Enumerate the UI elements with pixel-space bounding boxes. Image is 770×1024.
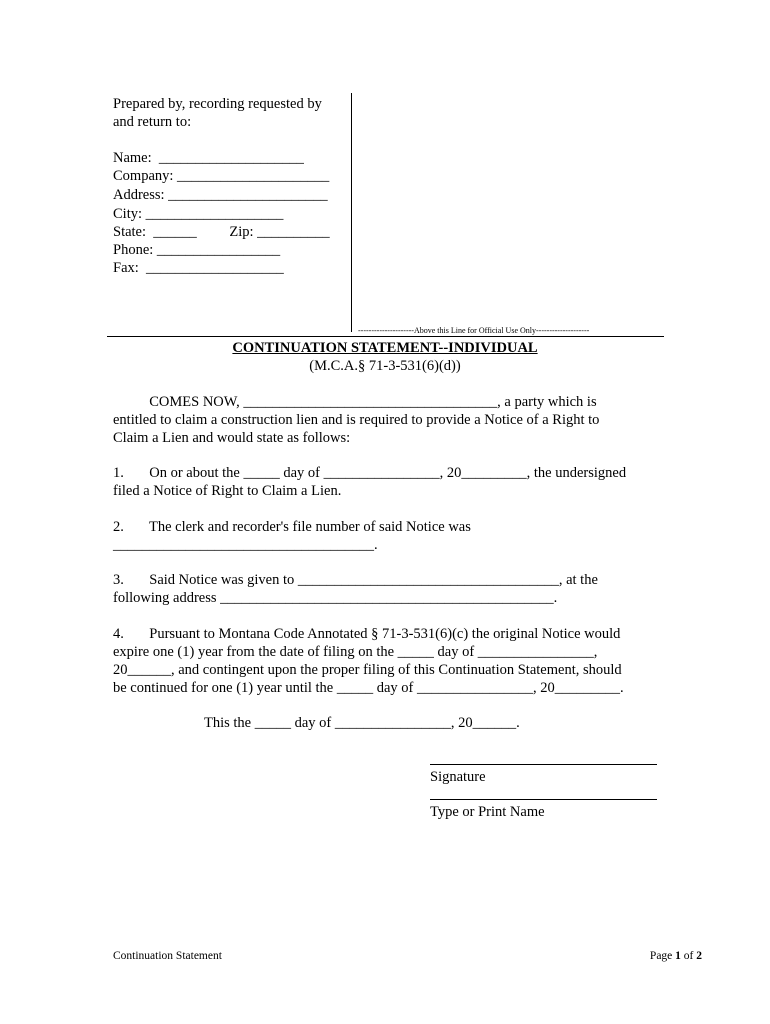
vertical-divider — [351, 93, 352, 332]
para3-line1: 3. Said Notice was given to ____________________________________, at the — [113, 572, 598, 588]
page-subtitle: (M.C.A.§ 71-3-531(6)(d)) — [309, 358, 461, 374]
para4-line3: 20______, and contingent upon the proper filing of this Continuation Statement, should — [113, 662, 622, 678]
prepared-by-line2: and return to: — [113, 114, 192, 130]
horizontal-divider — [107, 336, 664, 337]
para4-line4: be continued for one (1) year until the _____ day of ________________, 20_________. — [113, 680, 624, 696]
para3-line2: following address ______________________________________________. — [113, 590, 558, 606]
para2-line2: ____________________________________. — [113, 537, 378, 553]
page-of: of — [680, 950, 697, 962]
page-number — [650, 949, 702, 963]
state-zip-field[interactable]: State: ______ Zip: __________ — [113, 224, 330, 240]
intro-line1: COMES NOW, ___________________________________, a party which is — [113, 394, 597, 410]
para1-line2: filed a Notice of Right to Claim a Lien. — [113, 483, 342, 499]
signature-line[interactable] — [430, 764, 657, 765]
intro-line2: entitled to claim a construction lien and is required to provide a Notice of a Right to — [113, 412, 600, 428]
name-field[interactable]: Name: ____________________ — [113, 150, 304, 166]
para2-line1: 2. The clerk and recorder's file number of said Notice was — [113, 519, 471, 535]
print-name-line[interactable] — [430, 799, 657, 800]
page-current: 1 — [675, 950, 681, 962]
page-prefix: Page — [649, 950, 676, 962]
para4-line2: expire one (1) year from the date of filing on the _____ day of ________________, — [113, 644, 598, 660]
page-total: 2 — [696, 950, 702, 962]
print-name-label: Type or Print Name — [430, 804, 545, 820]
prepared-by-line1: Prepared by, recording requested by — [113, 96, 322, 112]
address-field[interactable]: Address: ______________________ — [113, 187, 328, 203]
intro-line3: Claim a Lien and would state as follows: — [113, 430, 351, 446]
para4-line1: 4. Pursuant to Montana Code Annotated § 71-3-531(6)(c) the original Notice would — [113, 626, 621, 642]
para1-line1: 1. On or about the _____ day of ________________, 20_________, the undersigned — [113, 465, 627, 481]
date-line: This the _____ day of ________________, 20______. — [204, 715, 520, 731]
fax-field[interactable]: Fax: ___________________ — [113, 260, 284, 276]
official-use-label: ---------------------Above this Line for Official Use Only-------------------- — [358, 326, 590, 335]
signature-label: Signature — [430, 769, 486, 785]
footer-title: Continuation Statement — [113, 950, 222, 962]
city-field[interactable]: City: ___________________ — [113, 206, 284, 222]
company-field[interactable]: Company: _____________________ — [113, 168, 330, 184]
page-title: CONTINUATION STATEMENT--INDIVIDUAL — [232, 340, 538, 356]
phone-field[interactable]: Phone: _________________ — [113, 242, 281, 258]
